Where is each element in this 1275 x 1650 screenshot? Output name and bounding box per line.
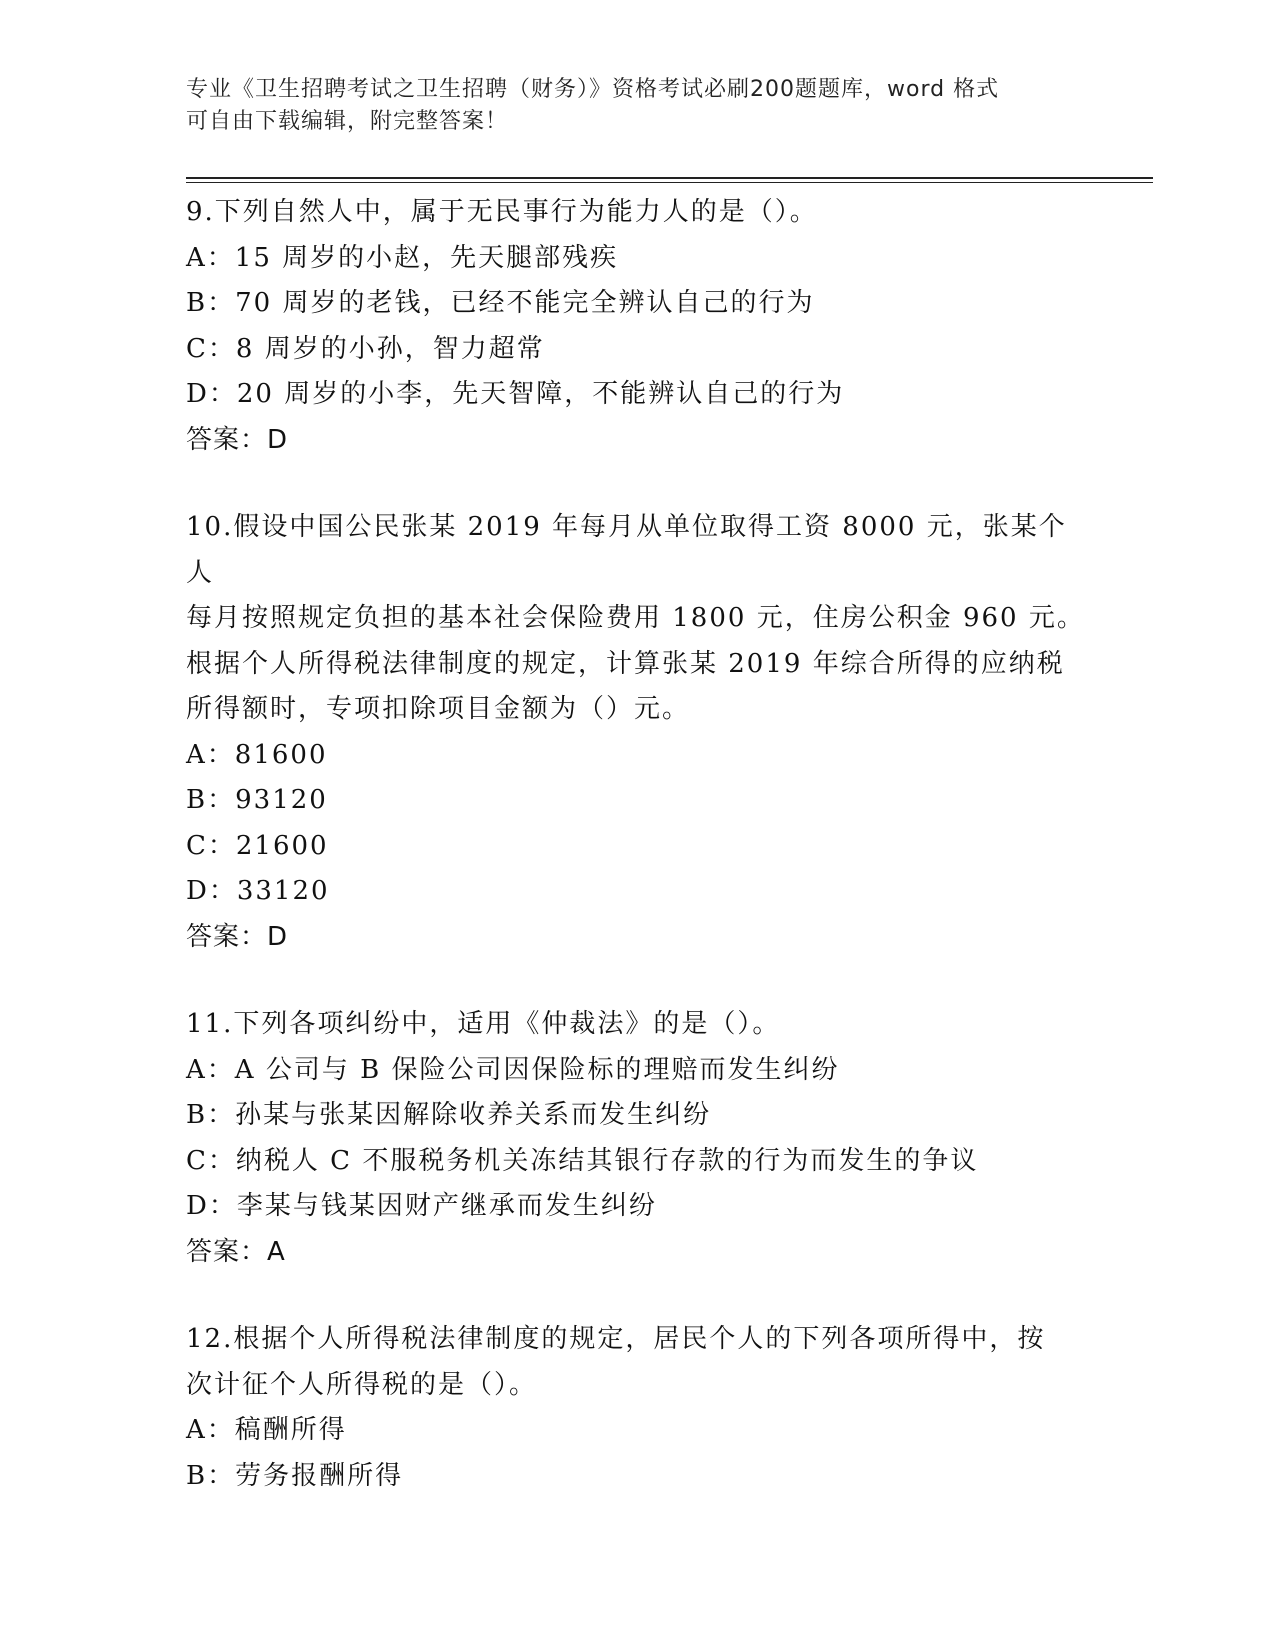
answer-option: A：81600 [186, 739, 328, 770]
answer-option: A：15 周岁的小赵，先天腿部残疾 [186, 242, 619, 273]
question-stem-line: 10.假设中国公民张某 2019 年每月从单位取得工资 8000 元，张某个人 [186, 512, 1067, 588]
question-block [186, 505, 1086, 960]
question-stem-line: 根据个人所得税法律制度的规定，计算张某 2019 年综合所得的应纳税 [186, 648, 1065, 679]
answer-option: A：A 公司与 B 保险公司因保险标的理赔而发生纠纷 [186, 1054, 840, 1085]
header-divider-thin [186, 182, 1153, 183]
question-stem-line: 11.下列各项纠纷中，适用《仲裁法》的是（）。 [186, 1009, 781, 1039]
answer-option: D：33120 [186, 876, 330, 906]
answer-option: C：纳税人 C 不服税务机关冻结其银行存款的行为而发生的争议 [186, 1145, 979, 1176]
question-stem-line: 次计征个人所得税的是（）。 [186, 1369, 538, 1400]
answer-option: C：8 周岁的小孙，智力超常 [186, 333, 545, 364]
answer-option: B：70 周岁的老钱，已经不能完全辨认自己的行为 [186, 288, 815, 318]
question-block [186, 1317, 1086, 1499]
question-stem-line: 9.下列自然人中，属于无民事行为能力人的是（）。 [186, 197, 818, 227]
header-title-line-1: 专业《卫生招聘考试之卫生招聘（财务）》资格考试必刷200题题库，word 格式 [186, 77, 1000, 102]
answer-option: D：李某与钱某因财产继承而发生纠纷 [186, 1191, 657, 1221]
answer-option: A：稿酬所得 [186, 1415, 347, 1445]
document-header [186, 74, 1066, 138]
answer-key: 答案：D [186, 921, 289, 952]
header-divider-thick [186, 177, 1153, 179]
question-stem-line: 12.根据个人所得税法律制度的规定，居民个人的下列各项所得中，按 [186, 1324, 1046, 1354]
question-list [186, 190, 1086, 1541]
answer-key: 答案：A [186, 1236, 286, 1267]
answer-option: B：93120 [186, 785, 328, 815]
question-stem-line: 每月按照规定负担的基本社会保险费用 1800 元，住房公积金 960 元。 [186, 603, 1085, 633]
answer-option: B：孙某与张某因解除收养关系而发生纠纷 [186, 1100, 712, 1130]
question-block [186, 190, 1086, 463]
answer-key: 答案：D [186, 424, 289, 455]
question-block [186, 1002, 1086, 1275]
answer-option: B：劳务报酬所得 [186, 1460, 404, 1491]
question-stem-line: 所得额时，专项扣除项目金额为（）元。 [186, 694, 691, 724]
answer-option: C：21600 [186, 830, 329, 861]
answer-option: D：20 周岁的小李，先天智障，不能辨认自己的行为 [186, 379, 845, 409]
header-title-line-2: 可自由下载编辑，附完整答案！ [186, 109, 509, 134]
